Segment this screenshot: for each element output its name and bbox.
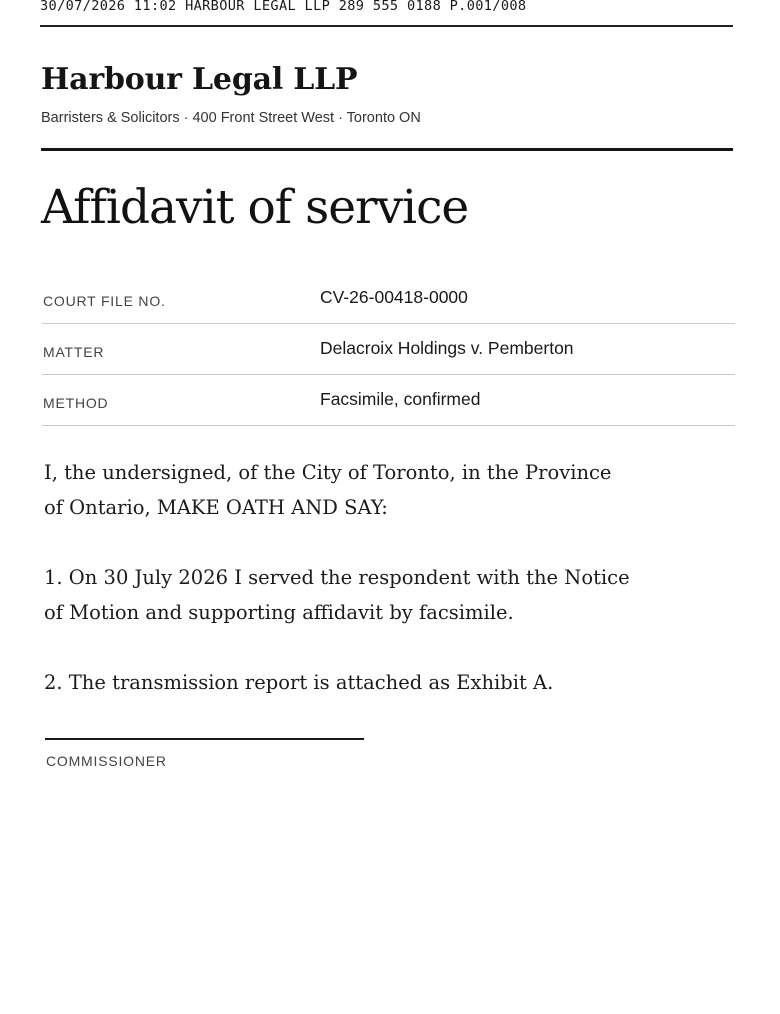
field-row-method — [42, 375, 735, 426]
field-value: CV-26-00418-0000 — [320, 287, 468, 307]
fax-header-divider — [40, 25, 733, 27]
signature-line — [45, 738, 364, 740]
letterhead-divider — [41, 148, 733, 151]
firm-address-line: Barristers & Solicitors · 400 Front Street West · Toronto ON — [41, 110, 421, 126]
numbered-paragraph-2: 2. The transmission report is attached as Exhibit A. — [44, 671, 554, 694]
document-title: Affidavit of service — [41, 180, 469, 235]
fax-transmission-header: 30/07/2026 11:02 HARBOUR LEGAL LLP 289 555 0188 P.001/008 — [40, 0, 527, 14]
numbered-paragraph-1: 1. On 30 July 2026 I served the respondent with the Notice of Motion and supporting affidavit by facsimile. — [44, 566, 630, 624]
firm-name: Harbour Legal LLP — [41, 62, 358, 97]
field-label: COURT FILE NO. — [43, 293, 166, 309]
field-row-matter — [42, 324, 735, 375]
field-value: Facsimile, confirmed — [320, 389, 481, 409]
field-row-court-file-no — [42, 273, 735, 324]
signature-label: COMMISSIONER — [46, 753, 167, 769]
affidavit-body — [44, 455, 644, 735]
field-value: Delacroix Holdings v. Pemberton — [320, 338, 574, 358]
case-details-table — [42, 273, 735, 426]
oath-paragraph: I, the undersigned, of the City of Toronto, in the Province of Ontario, MAKE OATH AND SAY: — [44, 461, 612, 519]
field-label: METHOD — [43, 395, 109, 411]
field-label: MATTER — [43, 344, 105, 360]
